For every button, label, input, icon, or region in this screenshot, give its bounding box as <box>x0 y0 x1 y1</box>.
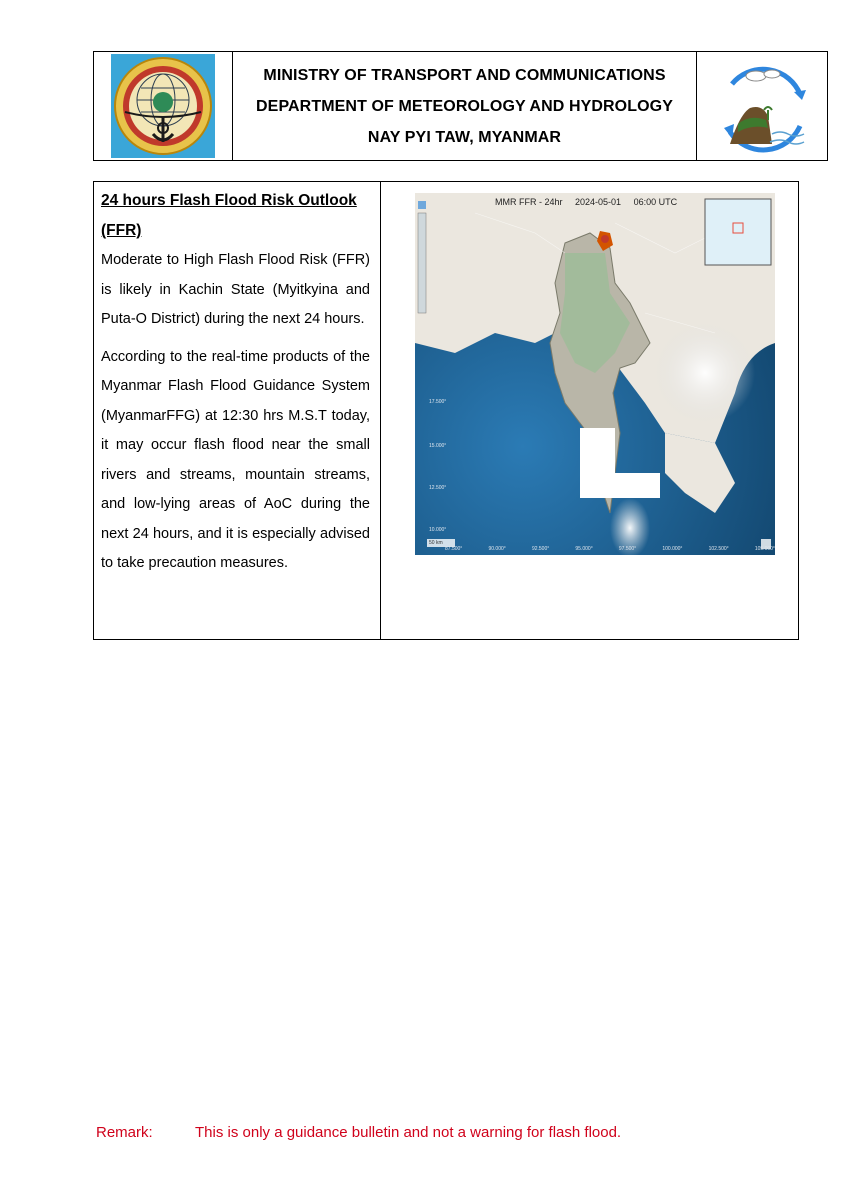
ffr-map-graphic <box>415 193 775 555</box>
ministry-logo-icon <box>111 54 215 158</box>
ministry-name: MINISTRY OF TRANSPORT AND COMMUNICATIONS <box>263 66 666 84</box>
lon-label: 102.500° <box>708 546 729 552</box>
map-product: MMR FFR - 24hr <box>495 197 563 207</box>
lat-label: 10.000° <box>429 527 447 533</box>
map-cell <box>381 182 798 639</box>
map-scale-label: 50 km <box>429 540 443 546</box>
water-cycle-logo-icon <box>710 54 814 158</box>
outlook-table <box>93 181 799 640</box>
outlook-details: According to the real-time products of the Myanmar Flash Flood Guidance System (MyanmarFFG) at 12:30 hrs M.S.T today, it may occur flash flood near the small rivers and streams, mountain streams, and low-lying areas of AoC during the next 24 hours, and it is especially advised to take precaution measures. <box>101 348 370 571</box>
hydrology-logo-cell <box>697 52 827 160</box>
ffr-map <box>415 193 775 555</box>
lat-label: 15.000° <box>429 443 447 449</box>
map-date: 2024-05-01 <box>575 197 622 207</box>
ministry-title-block <box>233 52 697 160</box>
department-name: DEPARTMENT OF METEOROLOGY AND HYDROLOGY <box>256 97 673 115</box>
map-time: 06:00 UTC <box>633 197 678 207</box>
outlook-title-abbr: (FFR) <box>101 222 142 239</box>
map-product-label <box>495 197 677 207</box>
lon-label: 90.000° <box>488 546 506 552</box>
lon-label: 100.000° <box>662 546 683 552</box>
lon-label: 105.000° <box>754 546 775 552</box>
header-table <box>93 51 828 161</box>
location-name: NAY PYI TAW, MYANMAR <box>367 128 562 146</box>
outlook-title: 24 hours Flash Flood Risk Outlook <box>101 192 357 209</box>
remark-text: This is only a guidance bulletin and not a warning for flash flood. <box>195 1124 622 1141</box>
remark-label: Remark: <box>96 1124 153 1141</box>
ministry-logo-cell <box>94 52 233 160</box>
lat-label: 17.500° <box>429 399 447 405</box>
map-lon-labels <box>445 546 775 552</box>
outlook-summary: Moderate to High Flash Flood Risk (FFR) is likely in Kachin State (Myitkyina and Puta-O District) during the next 24 hours. <box>101 252 370 327</box>
lon-label: 87.500° <box>445 546 463 552</box>
lat-label: 12.500° <box>429 485 447 491</box>
lon-label: 95.000° <box>575 546 593 552</box>
remark <box>96 1124 621 1141</box>
lon-label: 97.500° <box>618 546 637 552</box>
lon-label: 92.500° <box>531 546 550 552</box>
outlook-text-cell <box>94 182 381 639</box>
